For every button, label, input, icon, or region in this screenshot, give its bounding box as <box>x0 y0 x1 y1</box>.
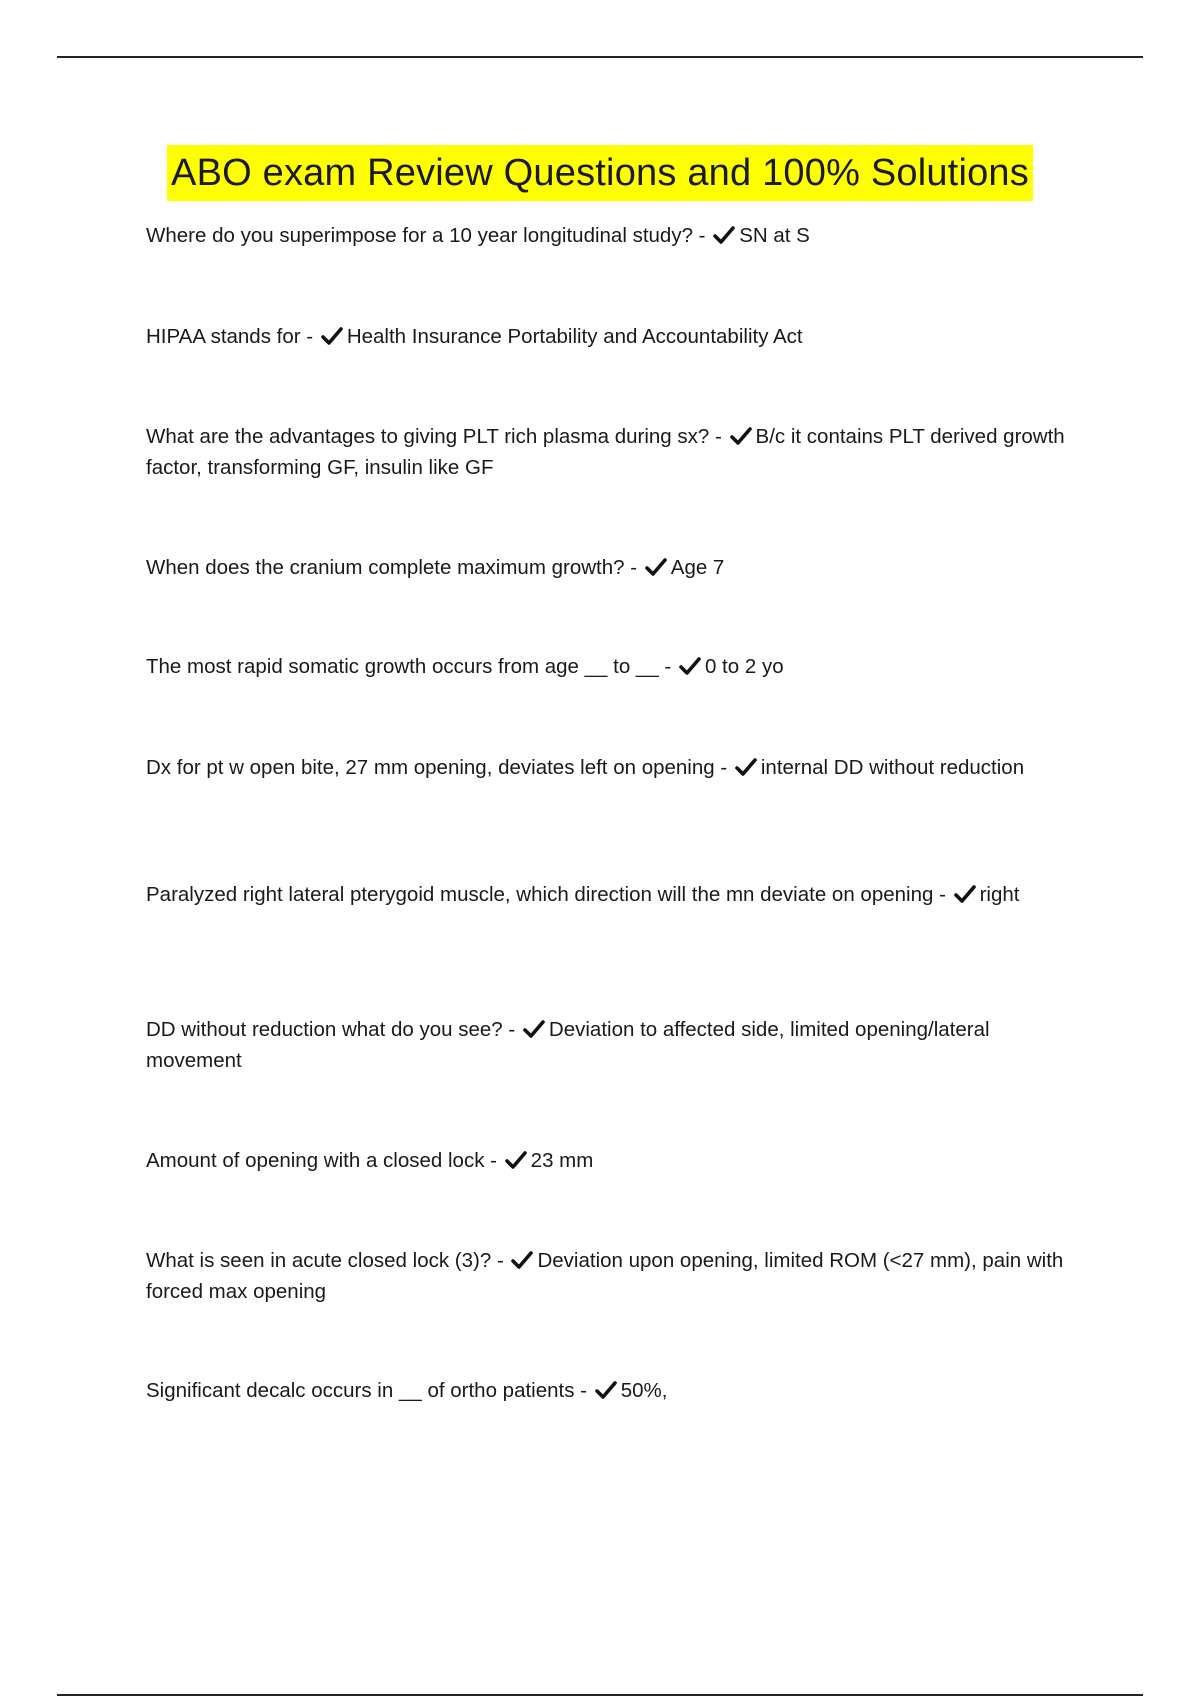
answer-text: right <box>979 883 1020 906</box>
question-text: Dx for pt w open bite, 27 mm opening, deviates left on opening - <box>146 756 733 779</box>
qa-item <box>146 752 1090 783</box>
qa-item <box>146 552 1090 583</box>
checkmark-icon <box>523 1019 545 1039</box>
qa-item <box>146 220 1090 251</box>
question-text: The most rapid somatic growth occurs from age __ to __ - <box>146 655 677 678</box>
checkmark-icon <box>713 225 735 245</box>
checkmark-icon <box>645 557 667 577</box>
checkmark-icon <box>505 1150 527 1170</box>
question-text: What are the advantages to giving PLT rich plasma during sx? - <box>146 425 728 448</box>
qa-item <box>146 1245 1090 1307</box>
checkmark-icon <box>954 884 976 904</box>
question-text: Paralyzed right lateral pterygoid muscle, which direction will the mn deviate on opening - <box>146 883 952 906</box>
answer-text: internal DD without reduction <box>760 756 1025 779</box>
top-rule <box>57 56 1143 58</box>
checkmark-icon <box>595 1380 617 1400</box>
bottom-rule <box>57 1694 1143 1696</box>
qa-item <box>146 879 1090 910</box>
checkmark-icon <box>511 1250 533 1270</box>
qa-item <box>146 651 1090 682</box>
question-text: Where do you superimpose for a 10 year longitudinal study? - <box>146 224 712 247</box>
checkmark-icon <box>735 757 757 777</box>
answer-text: 50%, <box>620 1379 668 1402</box>
answer-text: 23 mm <box>530 1149 594 1172</box>
question-text: Amount of opening with a closed lock - <box>146 1149 503 1172</box>
answer-text: Health Insurance Portability and Accountability Act <box>346 325 803 348</box>
answer-text: Age 7 <box>670 556 725 579</box>
answer-text: SN at S <box>739 224 810 247</box>
question-text: Significant decalc occurs in __ of ortho patients - <box>146 1379 593 1402</box>
qa-item <box>146 321 1090 352</box>
qa-item <box>146 1375 1090 1406</box>
answer-text: 0 to 2 yo <box>704 655 784 678</box>
answer-text: Deviation upon opening, limited ROM (<27 mm), pain with forced max opening <box>146 1249 1064 1303</box>
question-text: What is seen in acute closed lock (3)? - <box>146 1249 510 1272</box>
answer-text: B/c it contains PLT derived growth factor, transforming GF, insulin like GF <box>146 425 1065 479</box>
question-text: When does the cranium complete maximum growth? - <box>146 556 643 579</box>
title-block <box>0 145 1200 201</box>
qa-item <box>146 1014 1090 1076</box>
checkmark-icon <box>679 656 701 676</box>
checkmark-icon <box>730 426 752 446</box>
qa-item <box>146 421 1090 483</box>
question-text: HIPAA stands for - <box>146 325 319 348</box>
answer-text: Deviation to affected side, limited opening/lateral movement <box>146 1018 990 1072</box>
question-text: DD without reduction what do you see? - <box>146 1018 521 1041</box>
checkmark-icon <box>321 326 343 346</box>
page-title: ABO exam Review Questions and 100% Solutions <box>167 145 1033 201</box>
qa-item <box>146 1145 1090 1176</box>
